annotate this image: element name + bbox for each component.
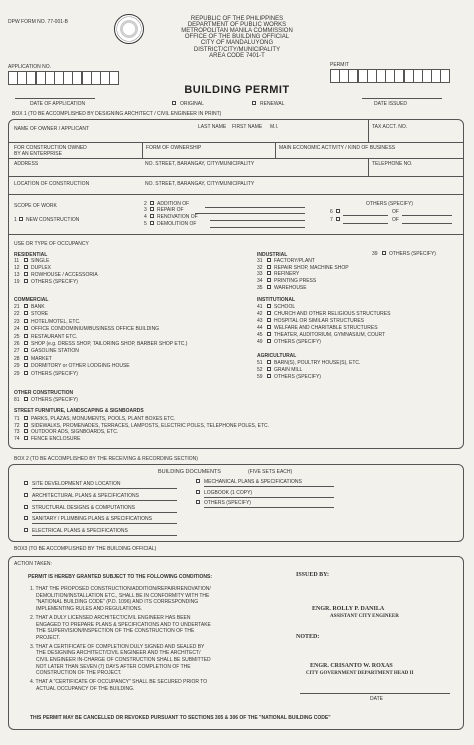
issuing-office-header: [150, 16, 324, 59]
occupancy-code: 11: [14, 258, 20, 264]
commercial-checkbox[interactable]: [24, 341, 28, 345]
occupancy-code: 29: [14, 370, 20, 377]
occupancy-option: REFINERY: [274, 271, 300, 278]
occupancy-option: OUTDOOR ADS, SIGNBOARDS, ETC.: [31, 429, 119, 436]
occupancy-option: WELFARE AND CHARITABLE STRUCTURES: [274, 324, 378, 331]
document-label: ELECTRICAL PLANS & SPECIFICATIONS: [32, 528, 128, 535]
header-line: DEPARTMENT OF PUBLIC WORKS: [187, 22, 287, 29]
industrial-checkbox[interactable]: [267, 265, 271, 269]
document-checkbox[interactable]: [24, 528, 28, 532]
occupancy-code: 81: [14, 397, 20, 403]
box2-label: BOX 2 (TO BE ACCOMPLISHED BY THE RECEIVING & RECORDING SECTION): [14, 456, 198, 462]
occupancy-option: WAREHOUSE: [274, 284, 307, 291]
commercial-heading: COMMERCIAL: [14, 297, 49, 303]
occupancy-code: 25: [14, 333, 20, 340]
scope-no: 3: [144, 207, 147, 213]
occupancy-option: BARN(S), POULTRY HOUSE(S), ETC.: [274, 360, 361, 366]
document-label: LOGBOOK (1 COPY): [204, 489, 253, 496]
occupancy-option: DORMITORY or OTHER LODGING HOUSE: [31, 363, 130, 370]
occupancy-option: MARKET: [31, 355, 52, 362]
occupancy-code: 19: [14, 279, 20, 285]
others-specify-label: OTHERS (SPECIFY): [366, 201, 413, 207]
occupancy-code: 59: [257, 373, 263, 380]
document-checkbox[interactable]: [24, 493, 28, 497]
date-of-application-label: DATE OF APPLICATION: [30, 101, 86, 107]
signer1-title: ASSISTANT CITY ENGINEER: [330, 614, 399, 619]
occupancy-option: THEATER, AUDITORIUM, GYMNASIUM, COURT: [274, 331, 386, 338]
occupancy-option: REPAIR SHOP, MACHINE SHOP: [274, 264, 349, 271]
occupancy-option: SHOP (e.g. DRESS SHOP, TAILORING SHOP, BARBER SHOP ETC.): [31, 341, 188, 347]
document-underline: [32, 523, 177, 524]
document-label: SITE DEVELOPMENT AND LOCATION: [32, 481, 121, 487]
occupancy-option: CHURCH AND OTHER RELIGIOUS STRUCTURES: [274, 310, 391, 317]
industrial-checkbox[interactable]: [267, 285, 271, 289]
occupancy-code: 52: [257, 366, 263, 373]
scope-no: 2: [144, 201, 147, 207]
condition-line: DEMOLITION/INSTALLATION ETC., SHALL BE IN CONFORMITY WITH THE: [36, 592, 210, 599]
document-label: SANITARY / PLUMBING PLANS & SPECIFICATIONS: [32, 516, 152, 523]
condition-line: 3. THAT A CERTIFICATE OF COMPLETION DULY SIGNED AND SEALED BY: [30, 643, 205, 650]
occupancy-code: 73: [14, 429, 20, 436]
occupancy-code: 35: [257, 284, 263, 291]
occupancy-option: GASOLINE STATION: [31, 348, 79, 355]
original-label: ORIGINAL: [180, 101, 204, 107]
addition-checkbox[interactable]: [150, 201, 154, 205]
other-construction-checkbox[interactable]: [24, 397, 28, 401]
other-construction-heading: OTHER CONSTRUCTION: [14, 390, 74, 396]
document-underline: [204, 497, 334, 498]
new-construction-checkbox[interactable]: [19, 217, 23, 221]
industrial-checkbox[interactable]: [267, 258, 271, 262]
institutional-checkbox[interactable]: [267, 339, 271, 343]
occupancy-code: 31: [257, 258, 263, 264]
occupancy-code: 29: [14, 363, 20, 370]
form-of-ownership-label: FORM OF OWNERSHIP: [146, 145, 202, 151]
scope-of-work-label: SCOPE OF WORK: [14, 203, 57, 209]
signer2-name: ENGR. CRISANTO W. ROXAS: [310, 663, 393, 669]
occupancy-option: OTHERS (SPECIFY): [31, 370, 78, 377]
occupancy-code: 24: [14, 326, 20, 333]
condition-line: 2. THAT A DULY LICENSED ARCHITECT/CIVIL ENGINEER HAS BEEN: [30, 614, 191, 621]
occupancy-code: 34: [257, 278, 263, 285]
document-underline: [32, 535, 177, 536]
commercial-checkbox[interactable]: [24, 348, 28, 352]
occupancy-option: HOSPITAL OR SIMILAR STRUCTURES: [274, 317, 365, 324]
occupancy-option: PRINTING PRESS: [274, 278, 317, 285]
occupancy-code: 43: [257, 317, 263, 324]
occupancy-code: 39: [372, 251, 378, 257]
residential-heading: RESIDENTIAL: [14, 252, 48, 258]
commercial-checkbox[interactable]: [24, 356, 28, 360]
scope-no: 5: [144, 221, 147, 227]
issued-by-label: ISSUED BY:: [296, 572, 329, 578]
occupancy-code: 41: [257, 304, 263, 310]
occupancy-code: 51: [257, 360, 263, 366]
document-label: ARCHITECTURAL PLANS & SPECIFICATIONS: [32, 492, 139, 499]
institutional-checkbox[interactable]: [267, 325, 271, 329]
document-underline: [32, 500, 177, 501]
occupancy-option: FACTORY/PLANT: [274, 258, 315, 264]
for-construction-label: FOR CONSTRUCTION OWNED: [14, 145, 87, 151]
street-furniture-checkbox[interactable]: [24, 416, 28, 420]
industrial-others-checkbox[interactable]: [382, 251, 386, 255]
condition-line: ENGAGED TO PREPARE PLANS & SPECIFICATIONS AND TO UNDERTAKE: [36, 621, 211, 628]
of-label: OF: [392, 209, 399, 215]
occupancy-code: 33: [257, 271, 263, 278]
location-label: LOCATION OF CONSTRUCTION: [14, 181, 90, 187]
scope-no-6: 6: [330, 209, 333, 215]
original-checkbox[interactable]: [172, 101, 176, 105]
occupancy-label: USE OR TYPE OF OCCUPANCY: [14, 241, 89, 247]
occupancy-option: SCHOOL: [274, 304, 296, 310]
signer1-name: ENGR. ROLLY P. DANILA: [312, 606, 385, 612]
occupancy-option: STORE: [31, 311, 49, 318]
occupancy-code: 71: [14, 416, 20, 422]
document-checkbox[interactable]: [24, 516, 28, 520]
rowhouse-checkbox[interactable]: [24, 272, 28, 276]
occupancy-option: FENCE ENCLOSURE: [31, 435, 81, 442]
condition-line: THE DESIGNING ARCHITECT/CIVIL ENGINEER AND THE ARCHITECT/: [36, 650, 201, 657]
document-checkbox[interactable]: [196, 490, 200, 494]
of-label: OF: [392, 217, 399, 223]
document-checkbox[interactable]: [196, 500, 200, 504]
header-line: REPUBLIC OF THE PHILIPPINES: [190, 16, 284, 22]
commercial-checkbox[interactable]: [24, 311, 28, 315]
box3-frame: [8, 556, 464, 730]
condition-line: NOT LATER THAN SEVEN (7) DAYS AFTER COMPLETION OF THE: [36, 663, 191, 670]
institutional-checkbox[interactable]: [267, 311, 271, 315]
building-documents-sub: (FIVE SETS EACH): [248, 469, 293, 475]
revocation-footer: THIS PERMIT MAY BE CANCELLED OR REVOKED PURSUANT TO SECTIONS 305 & 306 OF THE "NATIONAL BUILDING CODE": [30, 715, 331, 721]
occupancy-option: OTHERS (SPECIFY): [31, 279, 78, 285]
institutional-heading: INSTITUTIONAL: [257, 297, 296, 303]
commercial-checkbox[interactable]: [24, 334, 28, 338]
occupancy-code: 13: [14, 272, 20, 278]
document-underline: [32, 488, 177, 489]
action-taken-label: ACTION TAKEN:: [14, 561, 52, 567]
form-title: BUILDING PERMIT: [184, 84, 290, 96]
repair-label: REPAIR OF: [157, 207, 184, 213]
addition-label: ADDITION OF: [157, 201, 190, 207]
occupancy-option: RESTAURANT ETC.: [31, 333, 78, 340]
occupancy-code: 74: [14, 435, 20, 442]
occupancy-option: ROWHOUSE / ACCESSORIA: [31, 272, 98, 278]
commercial-checkbox[interactable]: [24, 363, 28, 367]
address-label: ADDRESS: [14, 161, 39, 167]
owner-label: NAME OF OWNER / APPLICANT: [14, 126, 90, 132]
occupancy-code: 28: [14, 355, 20, 362]
occupancy-option: OTHERS (SPECIFY): [389, 251, 436, 257]
institutional-checkbox[interactable]: [267, 332, 271, 336]
date-label: DATE: [370, 696, 383, 702]
noted-label: NOTED:: [296, 634, 320, 640]
single-checkbox[interactable]: [24, 258, 28, 262]
application-no-label: APPLICATION NO.: [8, 64, 51, 70]
form-number: DPW FORM NO. 77-001-B: [8, 19, 69, 25]
occupancy-code: 23: [14, 318, 20, 325]
street-furniture-checkbox[interactable]: [24, 423, 28, 427]
header-line: CITY OF MANDALUYONG: [200, 40, 274, 47]
header-line: METROPOLITAN MANILA COMMISSION: [181, 28, 293, 35]
res-others-checkbox[interactable]: [24, 279, 28, 283]
industrial-checkbox[interactable]: [267, 278, 271, 282]
commercial-checkbox[interactable]: [24, 326, 28, 330]
commercial-checkbox[interactable]: [24, 319, 28, 323]
occupancy-option: DUPLEX: [31, 265, 52, 271]
box3-label: BOX3 (TO BE ACCOMPLISHED BY THE BUILDING OFFICIAL): [14, 546, 157, 552]
box1-label: BOX 1 (TO BE ACCOMPLISHED BY DESIGNING ARCHITECT / CIVIL ENGINEER IN PRINT): [12, 111, 222, 117]
street-furniture-checkbox[interactable]: [24, 429, 28, 433]
condition-line: PROJECT.: [36, 634, 61, 641]
permit-no-boxes[interactable]: [330, 69, 450, 83]
demolition-label: DEMOLITION OF: [157, 221, 197, 227]
occupancy-code: 44: [257, 324, 263, 331]
occupancy-option: HOTEL/MOTEL, ETC.: [31, 318, 81, 325]
scope-no-7: 7: [330, 217, 333, 223]
document-checkbox[interactable]: [24, 505, 28, 509]
renovation-checkbox[interactable]: [150, 214, 154, 218]
occupancy-code: 42: [257, 310, 263, 317]
document-label: MECHANICAL PLANS & SPECIFICATIONS: [204, 479, 302, 485]
occupancy-code: 32: [257, 264, 263, 271]
occupancy-code: 21: [14, 304, 20, 310]
occupancy-code: 22: [14, 311, 20, 318]
repair-checkbox[interactable]: [150, 207, 154, 211]
condition-line: ACTUAL OCCUPANCY OF THE BUILDING.: [36, 685, 135, 692]
main-economic-activity-label: MAIN ECONOMIC ACTIVITY / KIND OF BUSINESS: [279, 145, 396, 151]
agricultural-checkbox[interactable]: [267, 360, 271, 364]
document-underline: [204, 486, 334, 487]
document-checkbox[interactable]: [196, 479, 200, 483]
duplex-checkbox[interactable]: [24, 265, 28, 269]
renewal-checkbox[interactable]: [252, 101, 256, 105]
street-furniture-heading: STREET FURNITURE, LANDSCAPING & SIGNBOARDS: [14, 408, 144, 414]
commercial-checkbox[interactable]: [24, 304, 28, 308]
agricultural-checkbox[interactable]: [267, 374, 271, 378]
application-no-boxes[interactable]: [8, 71, 118, 85]
condition-line: 1. THAT THE PROPOSED CONSTRUCTION/ADDITION/REPAIR/RENOVATION/: [30, 586, 211, 592]
mi-label: M.I.: [270, 124, 279, 130]
street-furniture-checkbox[interactable]: [24, 436, 28, 440]
scope-no: 1: [14, 217, 17, 223]
condition-line: 4. THAT A "CERTIFICATE OF OCCUPANCY" SHALL BE SECURED PRIOR TO: [30, 679, 208, 686]
occupancy-option: PARKS, PLAZAS, MONUMENTS, POOLS, PLANT BOXES ETC.: [31, 416, 176, 422]
demolition-checkbox[interactable]: [150, 221, 154, 225]
tax-acct-label: TAX ACCT. NO.: [372, 124, 408, 130]
last-name-label: LAST NAME: [198, 124, 227, 130]
mandaluyong-seal-icon: [114, 14, 144, 44]
occupancy-option: GRAIN MILL: [274, 366, 303, 373]
others-6-checkbox[interactable]: [336, 209, 340, 213]
occupancy-code: 49: [257, 338, 263, 345]
by-enterprise-label: BY AN ENTERPRISE: [14, 151, 62, 157]
condition-line: CONSTRUCTION OF THE PROJECT.: [36, 670, 122, 677]
agricultural-heading: AGRICULTURAL: [257, 353, 297, 359]
occupancy-option: SIDEWALKS, PROMENADES, TERRACES, LAMPOSTS, ELECTRIC POLES, TELEPHONE POLES, ETC.: [31, 422, 270, 429]
permit-label: PERMIT: [330, 62, 349, 68]
occupancy-option: OTHERS (SPECIFY): [274, 373, 321, 380]
address-sub-label: NO. STREET, BARANGAY, CITY/MUNICIPALITY: [145, 161, 255, 167]
occupancy-code: 12: [14, 265, 20, 271]
document-label: OTHERS (SPECIFY): [204, 500, 251, 506]
first-name-label: FIRST NAME: [232, 124, 263, 130]
condition-line: THE SUPERVISION/INSPECTION OF THE CONSTRUCTION OF THE: [36, 628, 195, 635]
document-label: STRUCTURAL DESIGNS & COMPUTATIONS: [32, 504, 135, 511]
occupancy-option: SINGLE: [31, 258, 50, 264]
document-underline: [32, 512, 177, 513]
commercial-checkbox[interactable]: [24, 371, 28, 375]
institutional-checkbox[interactable]: [267, 318, 271, 322]
granted-heading: PERMIT IS HEREBY GRANTED SUBJECT TO THE FOLLOWING CONDITIONS:: [28, 574, 212, 580]
occupancy-option: OTHERS (SPECIFY): [274, 338, 321, 345]
renovation-label: RENOVATION OF: [157, 214, 198, 220]
condition-line: CIVIL ENGINEER IN-CHARGE OF CONSTRUCTION SHALL BE SUBMITTED: [36, 657, 211, 663]
agricultural-checkbox[interactable]: [267, 367, 271, 371]
industrial-checkbox[interactable]: [267, 271, 271, 275]
telephone-label: TELEPHONE NO.: [372, 161, 413, 167]
document-underline: [204, 507, 334, 508]
scope-no: 4: [144, 214, 147, 220]
header-line: OFFICE OF THE BUILDING OFFICIAL: [184, 34, 290, 41]
date-issued-label: DATE ISSUED: [374, 101, 407, 107]
renewal-label: RENEWAL: [260, 101, 285, 107]
header-line: AREA CODE 7401-T: [209, 52, 265, 59]
occupancy-code: 26: [14, 341, 20, 347]
building-documents-title: BUILDING DOCUMENTS: [158, 469, 221, 475]
occupancy-code: 72: [14, 422, 20, 429]
occupancy-option: BANK: [31, 304, 45, 310]
document-checkbox[interactable]: [24, 481, 28, 485]
condition-line: "NATIONAL BUILDING CODE" (P.D. 1096) AND ITS CORRESPONDING: [36, 599, 199, 606]
location-sub-label: NO. STREET, BARANGAY, CITY/MUNICIPALITY: [145, 181, 255, 187]
occupancy-option: OFFICE CONDOMINIUM/BUSINESS OFFICE BUILDING: [31, 326, 160, 333]
condition-line: IMPLEMENTING RULES AND REGULATIONS.: [36, 605, 143, 612]
industrial-heading: INDUSTRIAL: [257, 252, 288, 258]
header-line: DISTRICT/CITY/MUNICIPALITY: [193, 46, 281, 53]
signer2-title: CITY GOVERNMENT DEPARTMENT HEAD II: [306, 671, 414, 676]
occupancy-code: 45: [257, 331, 263, 338]
institutional-checkbox[interactable]: [267, 304, 271, 308]
occupancy-code: 27: [14, 348, 20, 355]
new-construction-label: NEW CONSTRUCTION: [26, 217, 80, 223]
others-7-checkbox[interactable]: [336, 217, 340, 221]
occupancy-option: OTHERS (SPECIFY): [31, 397, 78, 403]
